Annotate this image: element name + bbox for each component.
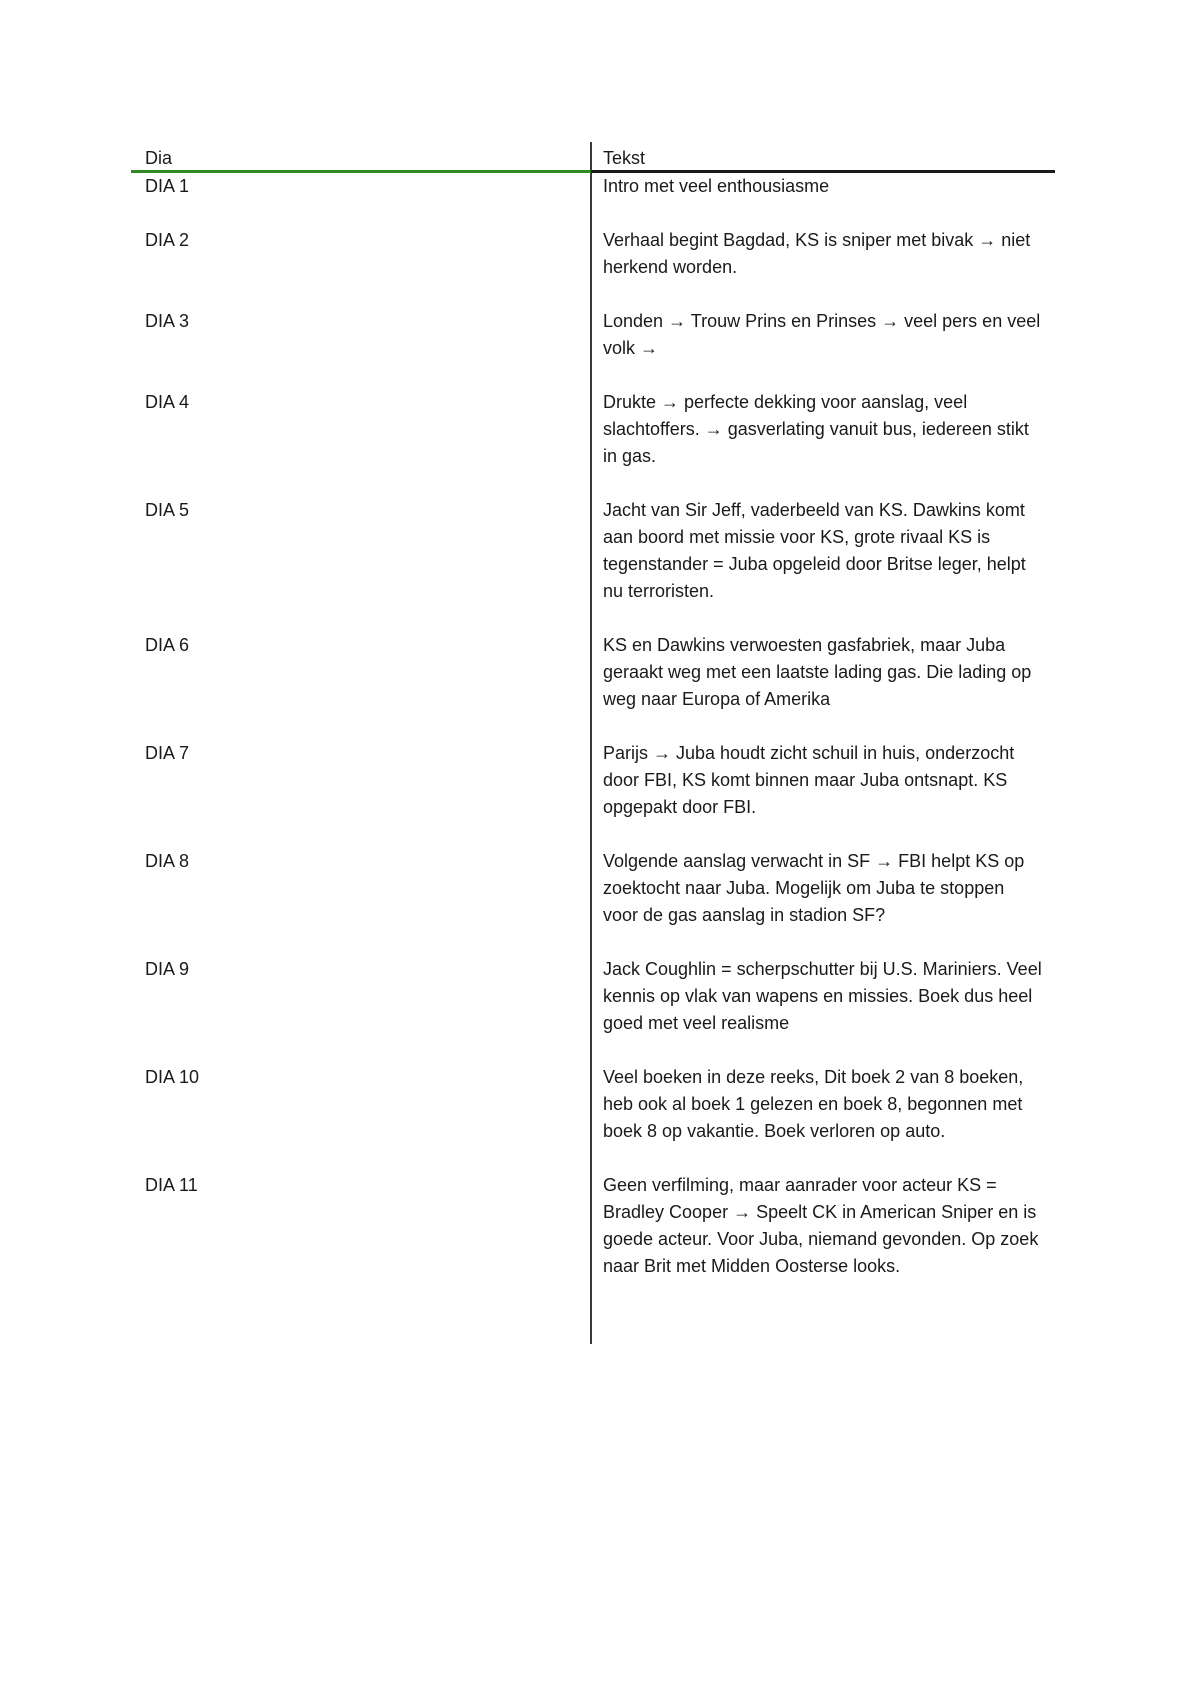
row-text: Parijs → Juba houdt zicht schuil in huis, onderzocht door FBI, KS komt binnen maar Juba ontsnapt. KS opgepakt door FBI.: [603, 743, 1015, 817]
row-text: Drukte → perfecte dekking voor aanslag, veel slachtoffers. → gasverlating vanuit bus, iedereen stikt in gas.: [603, 392, 1029, 466]
row-label: DIA 11: [145, 1175, 198, 1195]
table-row: [131, 173, 1055, 227]
table-row: [131, 227, 1055, 308]
row-text: Londen → Trouw Prins en Prinses → veel pers en veel volk →: [603, 311, 1041, 358]
row-text: Verhaal begint Bagdad, KS is sniper met bivak → niet herkend worden.: [603, 230, 1031, 277]
row-text: Veel boeken in deze reeks, Dit boek 2 van 8 boeken, heb ook al boek 1 gelezen en boek 8, begonnen met boek 8 op vakantie. Boek verloren op auto.: [603, 1067, 1024, 1141]
row-label: DIA 10: [145, 1067, 200, 1087]
table-row: [131, 1172, 1055, 1307]
header-tekst: Tekst: [603, 148, 646, 168]
row-text: Jack Coughlin = scherpschutter bij U.S. Mariniers. Veel kennis op vlak van wapens en missies. Boek dus heel goed met veel realisme: [603, 959, 1042, 1033]
table-row: [131, 497, 1055, 632]
row-label: DIA 2: [145, 230, 190, 250]
dia-table: [131, 142, 1055, 1307]
row-label: DIA 5: [145, 500, 190, 520]
row-text: Intro met veel enthousiasme: [603, 176, 830, 196]
table-row: [131, 956, 1055, 1064]
table-row: [131, 632, 1055, 740]
table-row: [131, 848, 1055, 956]
row-text: Volgende aanslag verwacht in SF → FBI helpt KS op zoektocht naar Juba. Mogelijk om Juba te stoppen voor de gas aanslag in stadion SF?: [603, 851, 1025, 925]
row-label: DIA 4: [145, 392, 190, 412]
table-row: [131, 389, 1055, 497]
row-label: DIA 6: [145, 635, 190, 655]
row-text: KS en Dawkins verwoesten gasfabriek, maar Juba geraakt weg met een laatste lading gas. Die lading op weg naar Europa of Amerika: [603, 635, 1032, 709]
row-text: Geen verfilming, maar aanrader voor acteur KS = Bradley Cooper → Speelt CK in American Sniper en is goede acteur. Voor Juba, niemand gevonden. Op zoek naar Brit met Midden Oosterse looks.: [603, 1175, 1039, 1276]
header-dia: Dia: [145, 148, 173, 168]
row-label: DIA 3: [145, 311, 190, 331]
row-label: DIA 1: [145, 176, 190, 196]
row-label: DIA 8: [145, 851, 190, 871]
table-row: [131, 740, 1055, 848]
table-body: [131, 173, 1055, 1307]
table-row: [131, 1064, 1055, 1172]
table-row: [131, 308, 1055, 389]
table-header: [131, 142, 1055, 172]
row-text: Jacht van Sir Jeff, vaderbeeld van KS. Dawkins komt aan boord met missie voor KS, grote rivaal KS is tegenstander = Juba opgeleid door Britse leger, helpt nu terroristen.: [603, 500, 1026, 601]
row-label: DIA 7: [145, 743, 190, 763]
row-label: DIA 9: [145, 959, 190, 979]
